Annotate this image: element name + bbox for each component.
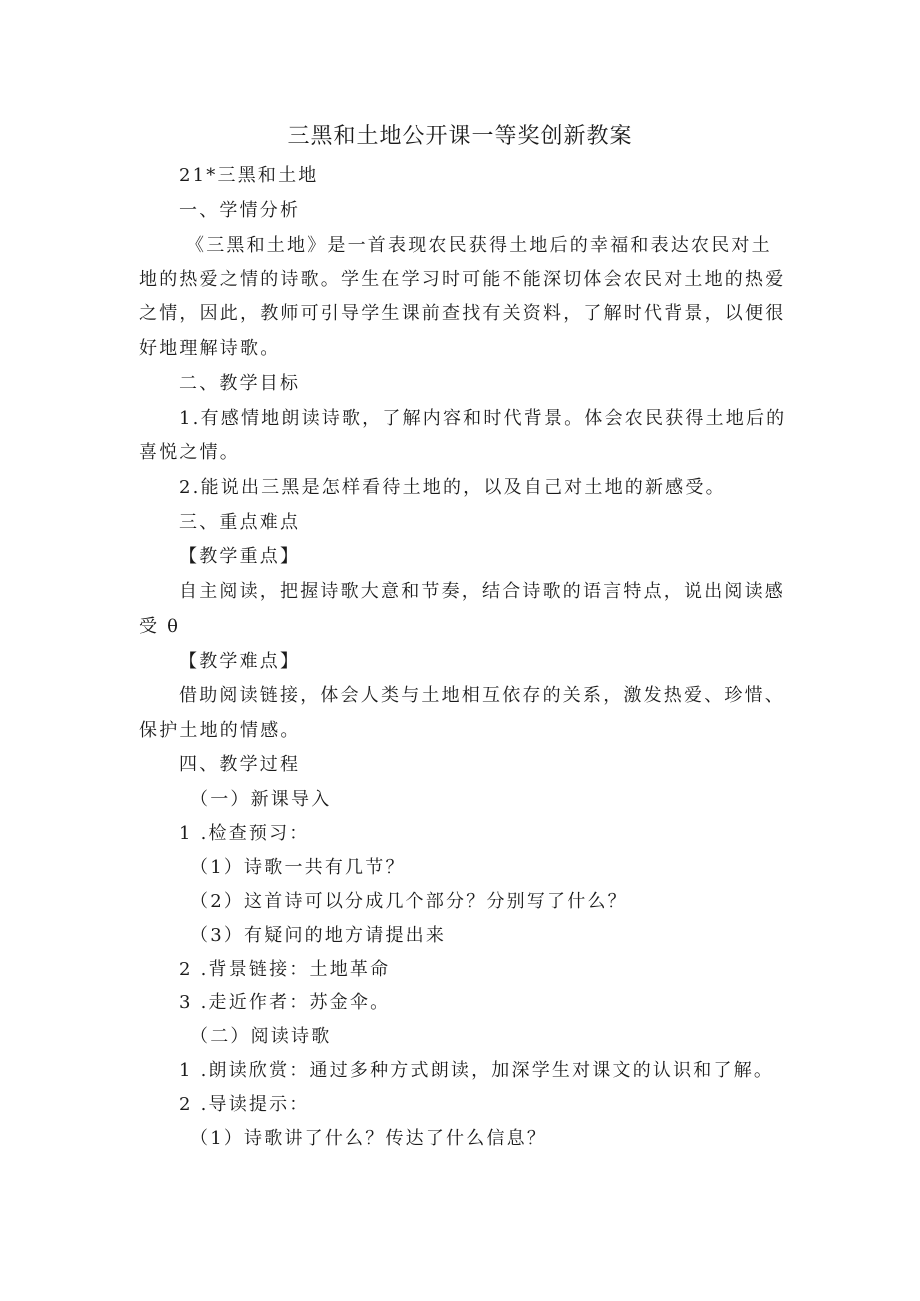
difficulty-line: 借助阅读链接，体会人类与土地相互依存的关系，激发热爱、珍惜、 [179, 685, 785, 706]
sub-list-item: （1）诗歌讲了什么？传达了什么信息？ [190, 1128, 548, 1149]
list-item: 3 .走近作者：苏金伞。 [179, 992, 391, 1013]
list-item: 1 .检查预习： [179, 823, 310, 844]
list-item: 1 .朗读欣赏：通过多种方式朗读，加深学生对课文的认识和了解。 [179, 1060, 775, 1081]
paragraph-line: 地的热爱之情的诗歌。学生在学习时可能不能深切体会农民对土地的热爱 [139, 269, 786, 290]
goal-line: 喜悦之情。 [139, 442, 240, 463]
sub-list-item: （1）诗歌一共有几节？ [190, 857, 406, 878]
key-point-label: 【教学重点】 [179, 546, 301, 567]
key-point-line: 自主阅读，把握诗歌大意和节奏，结合诗歌的语言特点，说出阅读感 [179, 581, 785, 602]
section-heading-goals: 二、教学目标 [179, 373, 301, 394]
sub-list-item: （3）有疑问的地方请提出来 [190, 925, 447, 946]
part-heading: （一）新课导入 [190, 789, 332, 810]
key-point-line: 受 θ [139, 616, 181, 637]
section-heading-key-points: 三、重点难点 [179, 512, 301, 533]
list-item: 2 .背景链接：土地革命 [179, 959, 391, 980]
paragraph-line: 《三黑和土地》是一首表现农民获得土地后的幸福和表达农民对土 [186, 235, 772, 256]
section-heading-process: 四、教学过程 [179, 754, 301, 775]
section-heading-analysis: 一、学情分析 [179, 200, 301, 221]
paragraph-line: 之情，因此，教师可引导学生课前查找有关资料，了解时代背景，以便很 [139, 303, 786, 324]
difficulty-line: 保护土地的情感。 [139, 720, 301, 741]
paragraph-line: 好地理解诗歌。 [139, 338, 281, 359]
lesson-heading: 21*三黑和土地 [179, 165, 319, 186]
goal-line: 2.能说出三黑是怎样看待土地的，以及自己对土地的新感受。 [179, 477, 726, 498]
goal-line: 1.有感情地朗读诗歌，了解内容和时代背景。体会农民获得土地后的 [179, 408, 787, 429]
sub-list-item: （2）这首诗可以分成几个部分？分别写了什么？ [190, 891, 628, 912]
document-title: 三黑和土地公开课一等奖创新教案 [287, 124, 633, 149]
list-item: 2 .导读提示： [179, 1094, 310, 1115]
difficulty-label: 【教学难点】 [179, 651, 301, 672]
part-heading: （二）阅读诗歌 [190, 1026, 332, 1047]
